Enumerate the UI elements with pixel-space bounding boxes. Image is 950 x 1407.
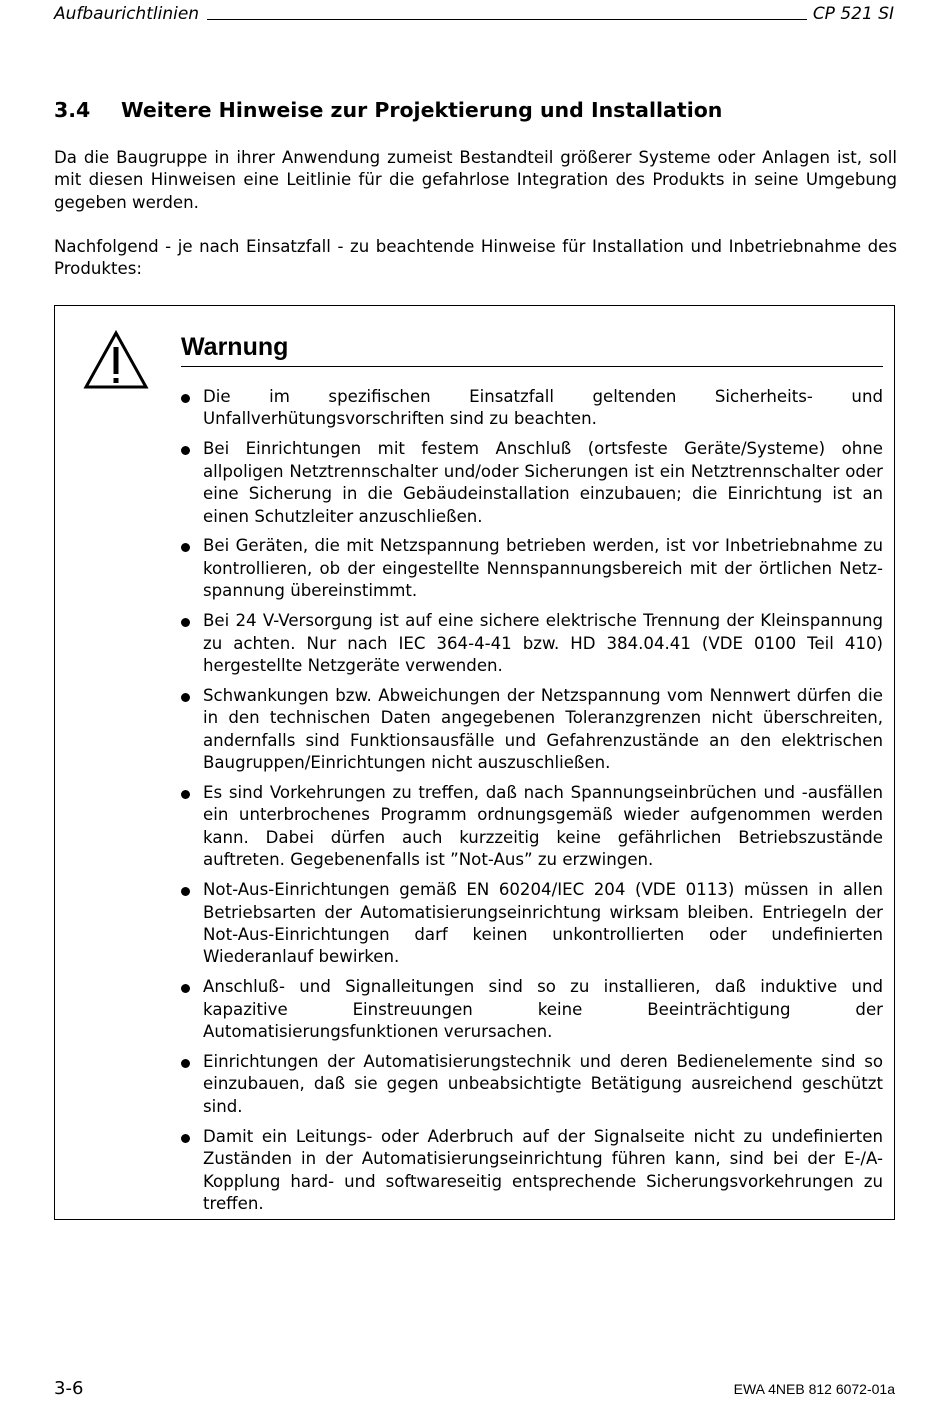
warning-box bbox=[54, 305, 895, 1220]
intro-paragraph-2: Nachfolgend - je nach Einsatzfall - zu beachtende Hinweise für Installation und Inbetriebnahme des Produktes: bbox=[54, 237, 897, 279]
header-chapter: Aufbaurichtlinien bbox=[54, 4, 200, 24]
warning-item-text: Bei Einrichtungen mit festem Anschluß (ortsfeste Geräte/Systeme) ohne allpoligen Netztrennschalter und/oder Sicherungen ist ein Netztrennschalter oder eine Sicherung in die Gebäudeinstallation einzubauen; die Einrichtung ist an einen Schutzleiter anzuschließen. bbox=[203, 439, 883, 526]
section-heading: Weitere Hinweise zur Projektierung und Installation bbox=[121, 98, 723, 122]
bullet-icon bbox=[181, 693, 190, 702]
warning-item-text: Anschluß- und Signalleitungen sind so zu installieren, daß induktive und kapazitive Einstreuungen keine Beeinträchtigung der Automatisierungsfunktionen verursachen. bbox=[203, 977, 883, 1042]
bullet-icon bbox=[181, 446, 190, 455]
header-product: CP 521 SI bbox=[812, 4, 894, 24]
warning-item bbox=[181, 879, 883, 969]
bullet-icon bbox=[181, 618, 190, 627]
warning-item-text: Not-Aus-Einrichtungen gemäß EN 60204/IEC 204 (VDE 0113) müssen in allen Betriebsarten der Automatisierungseinrichtung wirksam bleiben. Entriegeln der Not-Aus-Einrichtungen darf keinen unkontrollierten oder undefinierten Wiederanlauf bewirken. bbox=[203, 880, 883, 967]
running-header bbox=[54, 0, 894, 24]
bullet-icon bbox=[181, 984, 190, 993]
warning-item bbox=[181, 610, 883, 677]
section-number: 3.4 bbox=[54, 98, 91, 122]
warning-list bbox=[181, 386, 883, 1223]
warning-item-text: Es sind Vorkehrungen zu treffen, daß nach Spannungseinbrüchen und -ausfällen ein unterbrochenes Programm ordnungsgemäß wieder aufgenommen werden kann. Dabei dürfen auch kurzzeitig keine gefährlichen Betriebszustände auftreten. Gegebenenfalls ist ”Not-Aus” zu erzwingen. bbox=[203, 783, 883, 870]
warning-item bbox=[181, 1126, 883, 1216]
warning-item bbox=[181, 1051, 883, 1118]
warning-item-text: Damit ein Leitungs- oder Aderbruch auf der Signalseite nicht zu undefinierten Zuständen in der Automatisierungseinrichtung führen kann, sind bei der E-/A-Kopplung hard- und softwareseitig entsprechende Sicherungsvorkehrungen zu treffen. bbox=[203, 1126, 883, 1213]
bullet-icon bbox=[181, 887, 190, 896]
page-number: 3-6 bbox=[54, 1378, 84, 1399]
document-id: EWA 4NEB 812 6072-01a bbox=[733, 1381, 895, 1397]
warning-item-text: Die im spezifischen Einsatzfall geltenden Sicherheits- und Unfallverhütungsvorschriften sind zu beachten. bbox=[203, 387, 883, 429]
warning-item bbox=[181, 976, 883, 1043]
bullet-icon bbox=[181, 790, 190, 799]
header-rule bbox=[207, 19, 807, 20]
warning-item bbox=[181, 535, 883, 602]
warning-item-text: Schwankungen bzw. Abweichungen der Netzspannung vom Nennwert dürfen die in den technischen Daten angegebenen Toleranzgrenzen nicht überschreiten, andernfalls sind Funktionsausfälle und Gefahrenzustände an den elektrischen Baugruppen/Einrichtungen nicht auszuschließen. bbox=[203, 685, 883, 773]
warning-item-text: Bei Geräten, die mit Netzspannung betrieben werden, ist vor Inbetriebnahme zu kontrollieren, ob der eingestellte Nennspannungsbereich mit der örtlichen Netz-spannung übereinstimmt. bbox=[203, 536, 883, 601]
warning-title: Warnung bbox=[181, 333, 883, 367]
warning-triangle-icon bbox=[83, 330, 149, 390]
warning-item bbox=[181, 438, 883, 528]
intro-paragraph-1: Da die Baugruppe in ihrer Anwendung zumeist Bestandteil größerer Systeme oder Anlagen ist, soll mit diesen Hinweisen eine Leitlinie für die gefahrlose Integration des Produkts in seine Umgebung gegeben werden. bbox=[54, 148, 897, 212]
section-title bbox=[54, 98, 722, 122]
warning-item bbox=[181, 386, 883, 431]
bullet-icon bbox=[181, 1134, 190, 1143]
bullet-icon bbox=[181, 394, 190, 403]
bullet-icon bbox=[181, 543, 190, 552]
warning-item bbox=[181, 782, 883, 872]
warning-item-text: Bei 24 V-Versorgung ist auf eine sichere elektrische Trennung der Kleinspannung zu achten. Nur nach IEC 364-4-41 bzw. HD 384.04.41 (VDE 0100 Teil 410) hergestellte Netzgeräte verwenden. bbox=[203, 611, 883, 675]
warning-item bbox=[181, 685, 883, 775]
warning-item-text: Einrichtungen der Automatisierungstechnik und deren Bedienelemente sind so einzubauen, daß sie gegen unbeabsichtigte Betätigung ausreichend geschützt sind. bbox=[203, 1051, 883, 1116]
bullet-icon bbox=[181, 1059, 190, 1068]
